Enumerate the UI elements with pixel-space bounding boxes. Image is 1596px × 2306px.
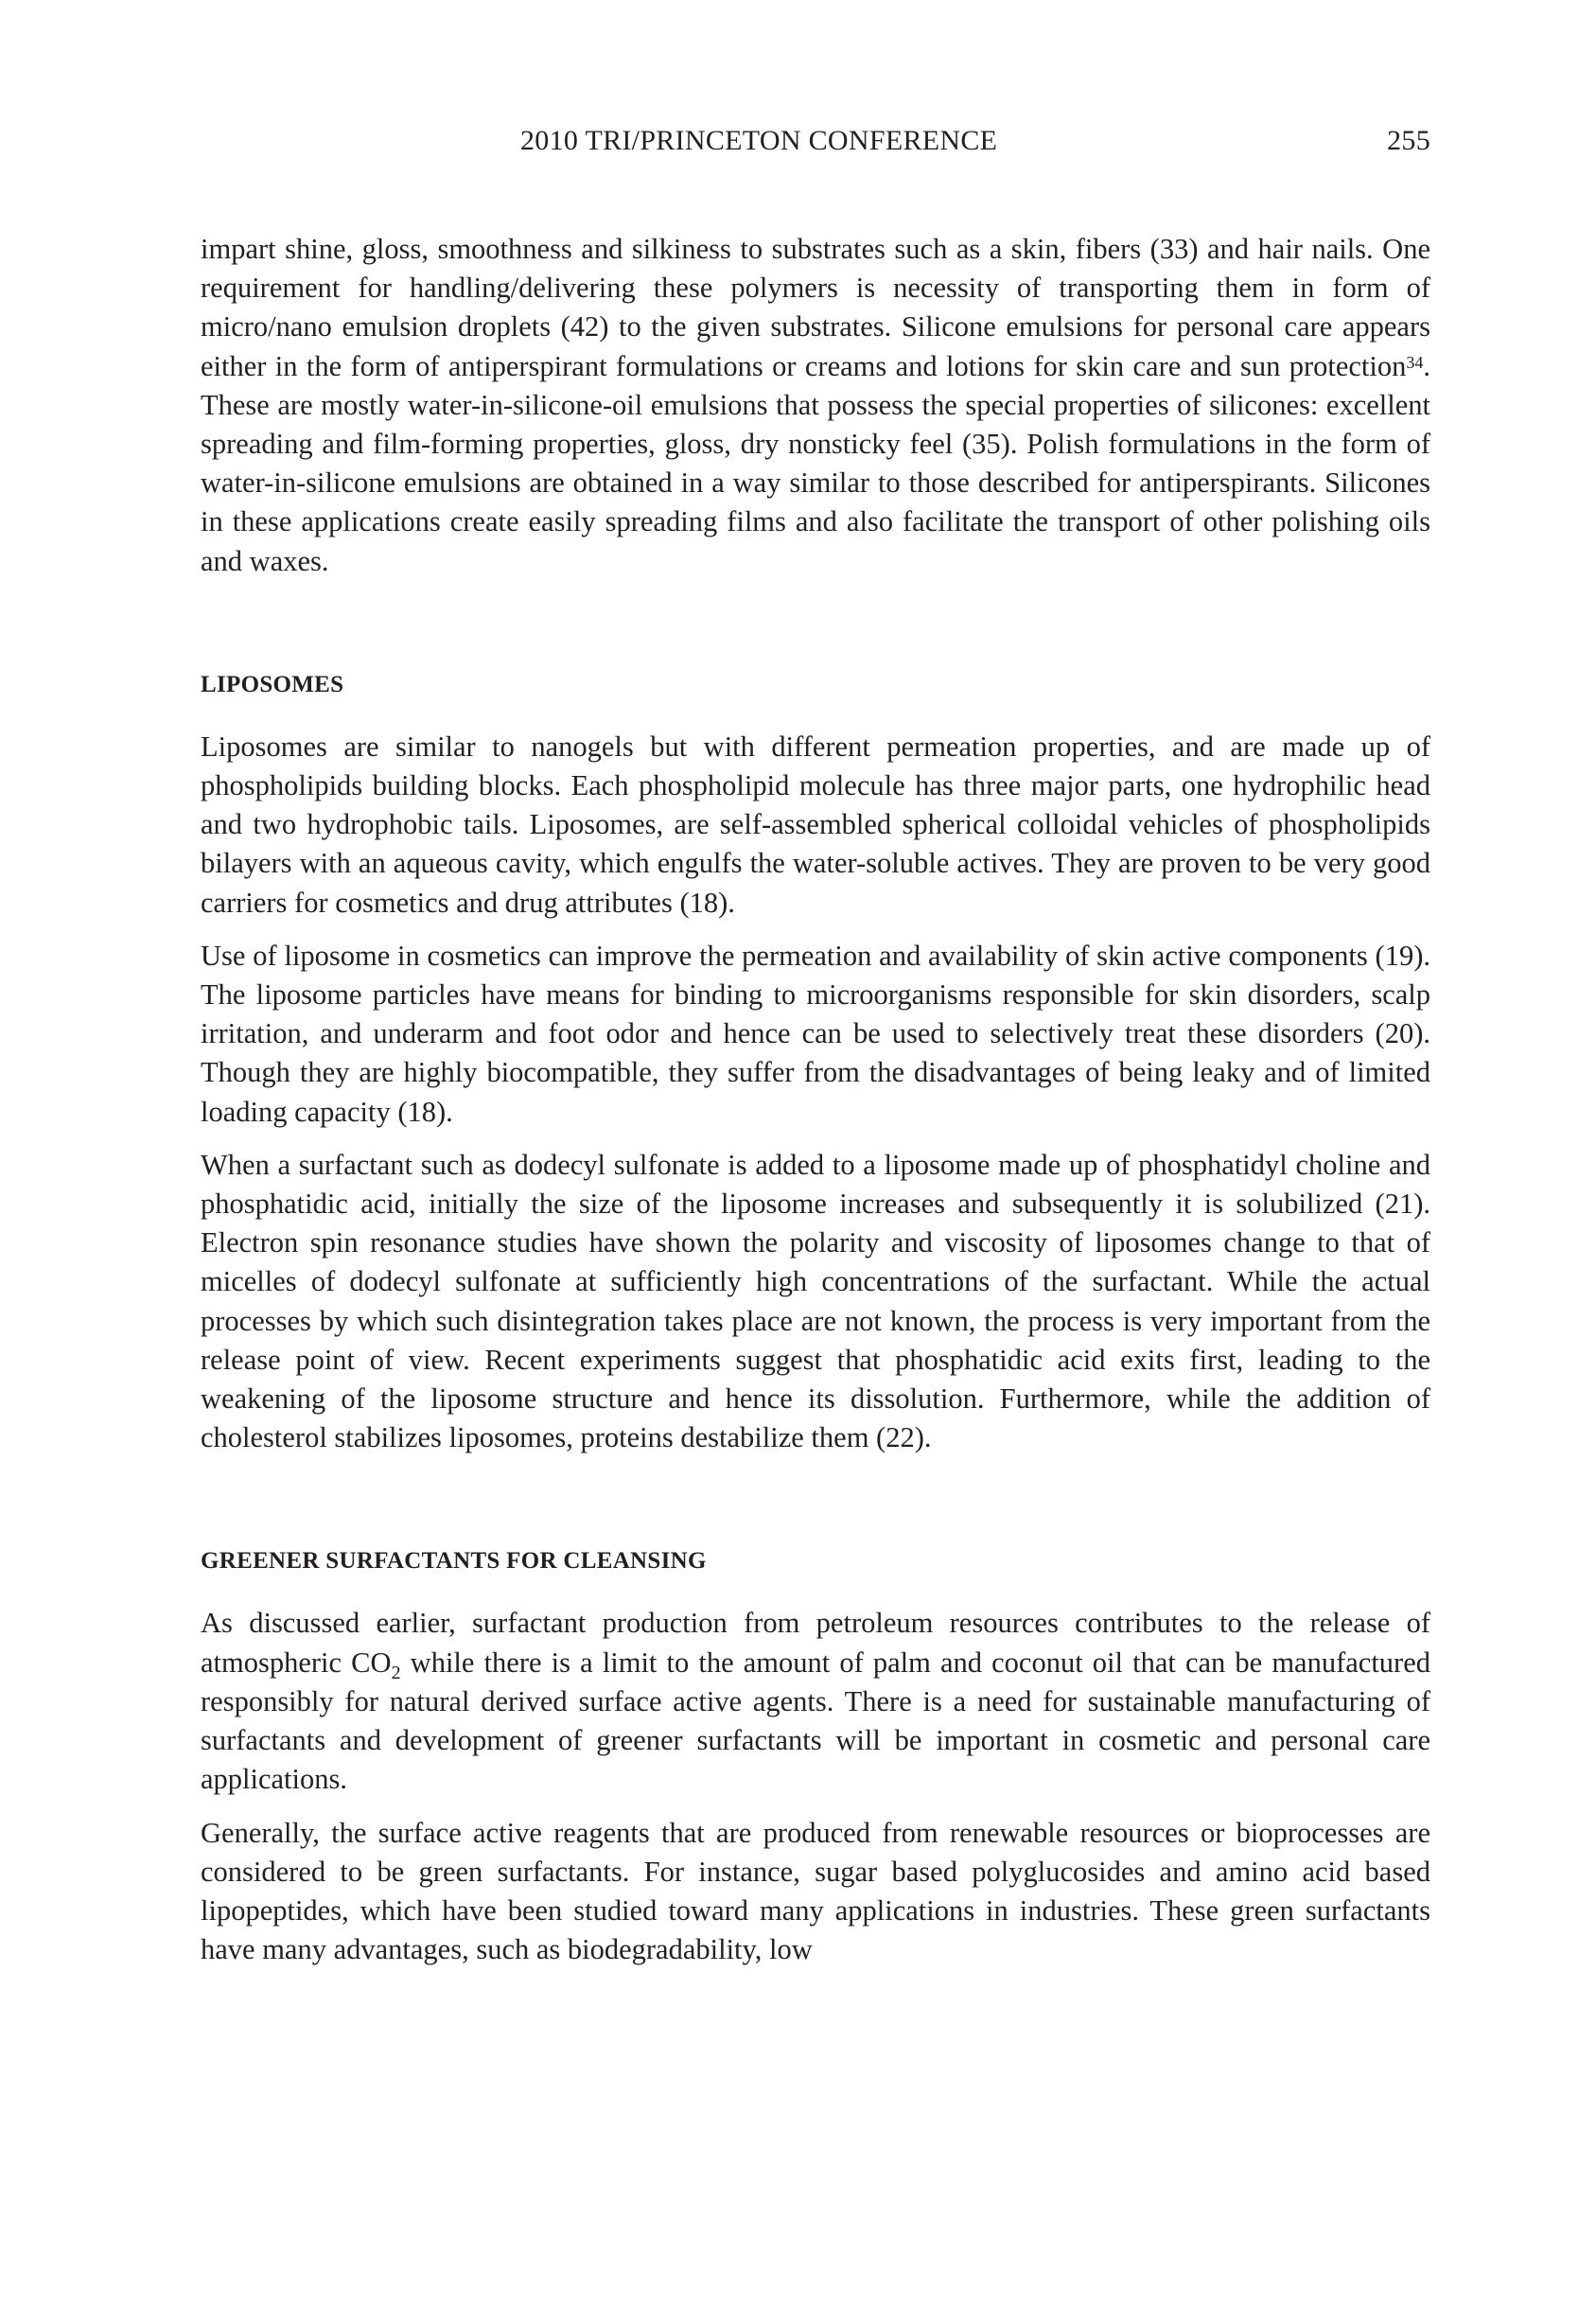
paragraph-text-2: while there is a limit to the amount of palm and coconut oil that can be manufactured responsibly for natural derived surface active agents. There is a need for sustainable manufacturing of surfactants and development of greener surfactants will be important in cosmetic and personal care applications. xyxy=(201,1646,1430,1796)
paragraph: Generally, the surface active reagents that are produced from renewable resources or bioprocesses are considered to be green surfactants. For instance, sugar based polyglucosides and amino acid based lipopeptides, which have been studied toward many applications in industries. These green surfactants have many advantages, such as biodegradability, low xyxy=(201,1816,1430,1966)
subscript: 2 xyxy=(391,1662,401,1683)
paragraph: When a surfactant such as dodecyl sulfonate is added to a liposome made up of phosphatidyl choline and phosphatidic acid, initially the size of the liposome increases and subsequently it is solubilized (21). Electron spin resonance studies have shown the polarity and viscosity of liposomes change to that of micelles of dodecyl sulfonate at sufficiently high concentrations of the surfactant. While the actual processes by which such disintegration takes place are not known, the process is very important from the release point of view. Recent experiments suggest that phosphatidic acid exits first, leading to the weakening of the liposome structure and hence its dissolution. Furthermore, while the addition of cholesterol stabilizes liposomes, proteins destabilize them (22). xyxy=(201,1148,1430,1454)
intro-text-2: . These are mostly water-in-silicone-oil emulsions that possess the special properties of silicones: excellent spreading and film-forming properties, gloss, dry nonsticky feel (35). Polish formulations in the form of water-in-silicone emulsions are obtained in a way similar to those described for antiperspirants. Silicones in these applications create easily spreading films and also facilitate the transport of other polishing oils and waxes. xyxy=(201,349,1430,577)
paragraph: Liposomes are similar to nanogels but with different permeation properties, and are made up of phospholipids building blocks. Each phospholipid molecule has three major parts, one hydrophilic head and two hydrophobic tails. Liposomes, are self-assembled spherical colloidal vehicles of phospholipids bilayers with an aqueous cavity, which engulfs the water-soluble actives. They are proven to be very good carriers for cosmetics and drug attributes (18). xyxy=(201,730,1430,919)
running-header-title: 2010 TRI/PRINCETON CONFERENCE xyxy=(520,125,998,156)
intro-paragraph xyxy=(201,230,1430,581)
page-body xyxy=(201,230,1430,1969)
paragraph xyxy=(201,1604,1430,1799)
page-number: 255 xyxy=(1387,125,1430,156)
citation-superscript: 34 xyxy=(1406,352,1424,372)
paragraph-text-1: As discussed earlier, surfactant production from petroleum resources contributes to the release of atmospheric CO xyxy=(201,1607,1430,1679)
paragraph: Use of liposome in cosmetics can improve the permeation and availability of skin active components (19). The liposome particles have means for binding to microorganisms responsible for skin disorders, scalp irritation, and underarm and foot odor and hence can be used to selectively treat these disorders (20). Though they are highly biocompatible, they suffer from the disadvantages of being leaky and of limited loading capacity (18). xyxy=(201,939,1430,1128)
section-liposomes xyxy=(201,671,1430,1458)
section-heading: LIPOSOMES xyxy=(201,671,344,697)
running-header xyxy=(201,125,1430,163)
section-heading: GREENER SURFACTANTS FOR CLEANSING xyxy=(201,1548,707,1575)
intro-text-1: impart shine, gloss, smoothness and silkiness to substrates such as a skin, fibers (33) and hair nails. One requirement for handling/delivering these polymers is necessity of transporting them in form of micro/nano emulsion droplets (42) to the given substrates. Silicone emulsions for personal care appears either in the form of antiperspirant formulations or creams and lotions for skin care and sun protection xyxy=(201,233,1430,382)
section-greener-surfactants xyxy=(201,1547,1430,1969)
